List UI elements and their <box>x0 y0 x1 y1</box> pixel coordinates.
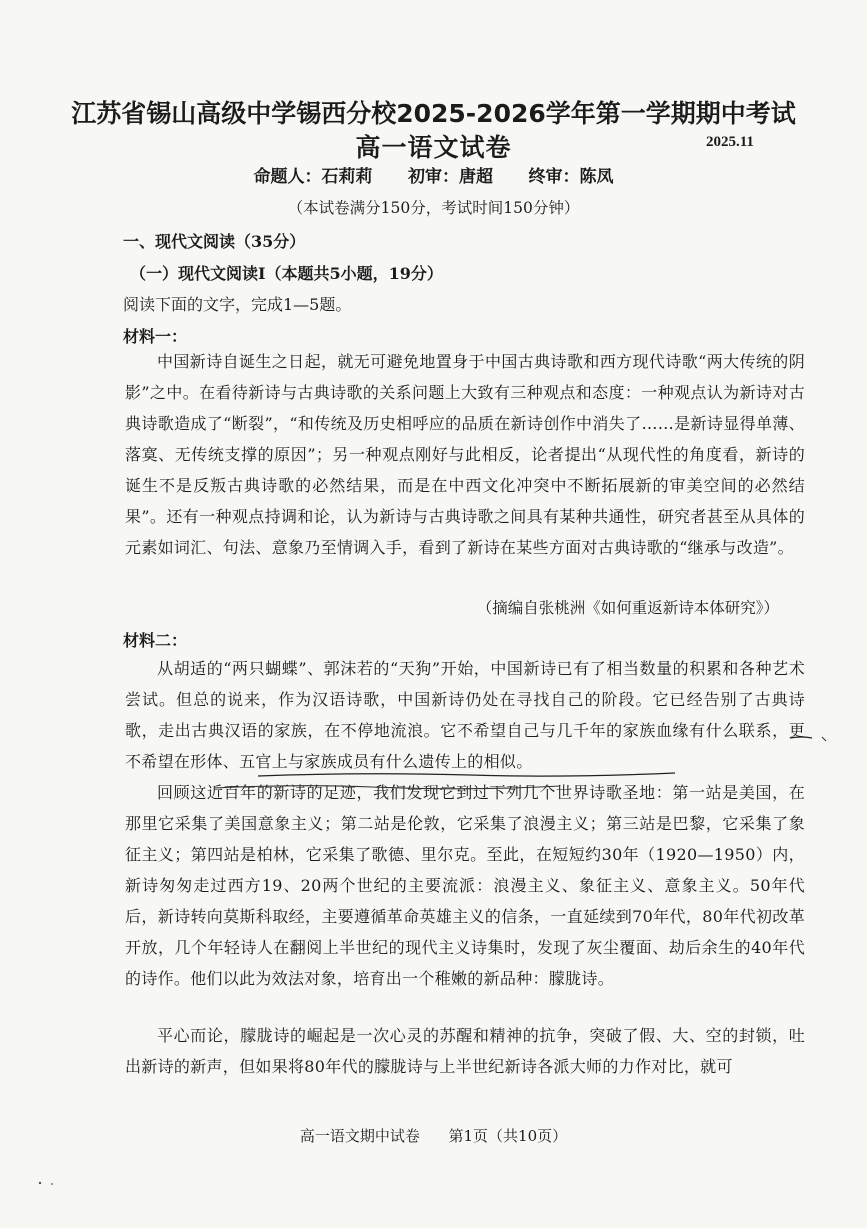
material2-label: 材料二： <box>123 631 188 650</box>
material2-para3: 平心而论，朦胧诗的崛起是一次心灵的苏醒和精神的抗争，突破了假、大、空的封锁，吐出新诗的新声，但如果将80年代的朦胧诗与上半世纪新诗各派大师的力作对比，就可 <box>125 1026 805 1076</box>
pen-underline-2 <box>258 773 675 776</box>
material2-para2: 回顾这近百年的新诗的足迹，我们发现它到过下列几个世界诗歌圣地：第一站是美国，在那里它采集了美国意象主义；第二站是伦敦，它采集了浪漫主义；第三站是巴黎，它采集了象征主义；第四站是柏林，它采集了歌德、里尔克。至此，在短短约30年（1920—1950）内，新诗匆匆走过西方19、20两个世纪的主要流派：浪漫主义、象征主义、意象主义。50年代后，新诗转向莫斯科取经，主要遵循革命英雄主义的信条，一直延续到70年代，80年代初改革开放，几个年轻诗人在翻阅上半世纪的现代主义诗集时，发现了灰尘覆面、劫后余生的40年代的诗作。他们以此为效法对象，培育出一个稚嫩的新品种：朦胧诗。 <box>125 783 805 988</box>
page-footer: 高一语文期中试卷 第1页（共10页） <box>299 1127 568 1145</box>
material1-label: 材料一： <box>123 327 188 346</box>
exam-title: 江苏省锡山高级中学锡西分校2025-2026学年第一学期期中考试 <box>71 99 796 128</box>
material1-text: 中国新诗自诞生之日起，就无可避免地置身于中国古典诗歌和西方现代诗歌“两大传统的阴影”之中。在看待新诗与古典诗歌的关系问题上大致有三种观点和态度：一种观点认为新诗对古典诗歌造成了“断裂”，“和传统及历史相呼应的品质在新诗创作中消失了……是新诗显得单薄、落寞、无传统支撑的原因”；另一种观点刚好与此相反，论者提出“从现代性的角度看，新诗的诞生不是反叛古典诗歌的必然结果，而是在中西文化冲突中不断拓展新的审美空间的必然结果”。还有一种观点持调和论，认为新诗与古典诗歌之间具有某种共通性，研究者甚至从具体的元素如词汇、句法、意象乃至情调入手，看到了新诗在某些方面对古典诗歌的“继承与改造”。 <box>125 352 805 557</box>
exam-info: （本试卷满分150分，考试时间150分钟） <box>287 199 580 217</box>
scan-speck-2 <box>51 1183 53 1185</box>
material2-para1: 从胡适的“两只蝴蝶”、郭沫若的“天狗”开始，中国新诗已有了相当数量的积累和各种艺术尝试。但总的说来，作为汉语诗歌，中国新诗仍处在寻找自己的阶段。它已经告别了古典诗歌，走出古典汉语的家族，在不停地流浪。它不希望自己与几千年的家族血缘有什么联系，更不希望在形体、五官上与家族成员有什么遗传上的相似。 <box>125 659 805 771</box>
staff-line: 命题人：石莉莉 初审：唐超 终审：陈凤 <box>253 167 614 187</box>
material1-source: （摘编自张桃洲《如何重返新诗本体研究》） <box>476 599 779 617</box>
pen-mark <box>822 737 826 741</box>
reading-instruction: 阅读下面的文字，完成1—5题。 <box>123 295 352 314</box>
pen-underline-3 <box>214 786 560 789</box>
exam-date: 2025.11 <box>706 134 754 150</box>
pen-underline-1 <box>790 737 812 738</box>
subsection-heading: （一）现代文阅读Ⅰ（本题共5小题，19分） <box>130 264 443 283</box>
exam-subtitle: 高一语文试卷 <box>355 133 512 162</box>
section-heading: 一、现代文阅读（35分） <box>123 232 306 251</box>
scan-speck <box>39 1182 41 1184</box>
